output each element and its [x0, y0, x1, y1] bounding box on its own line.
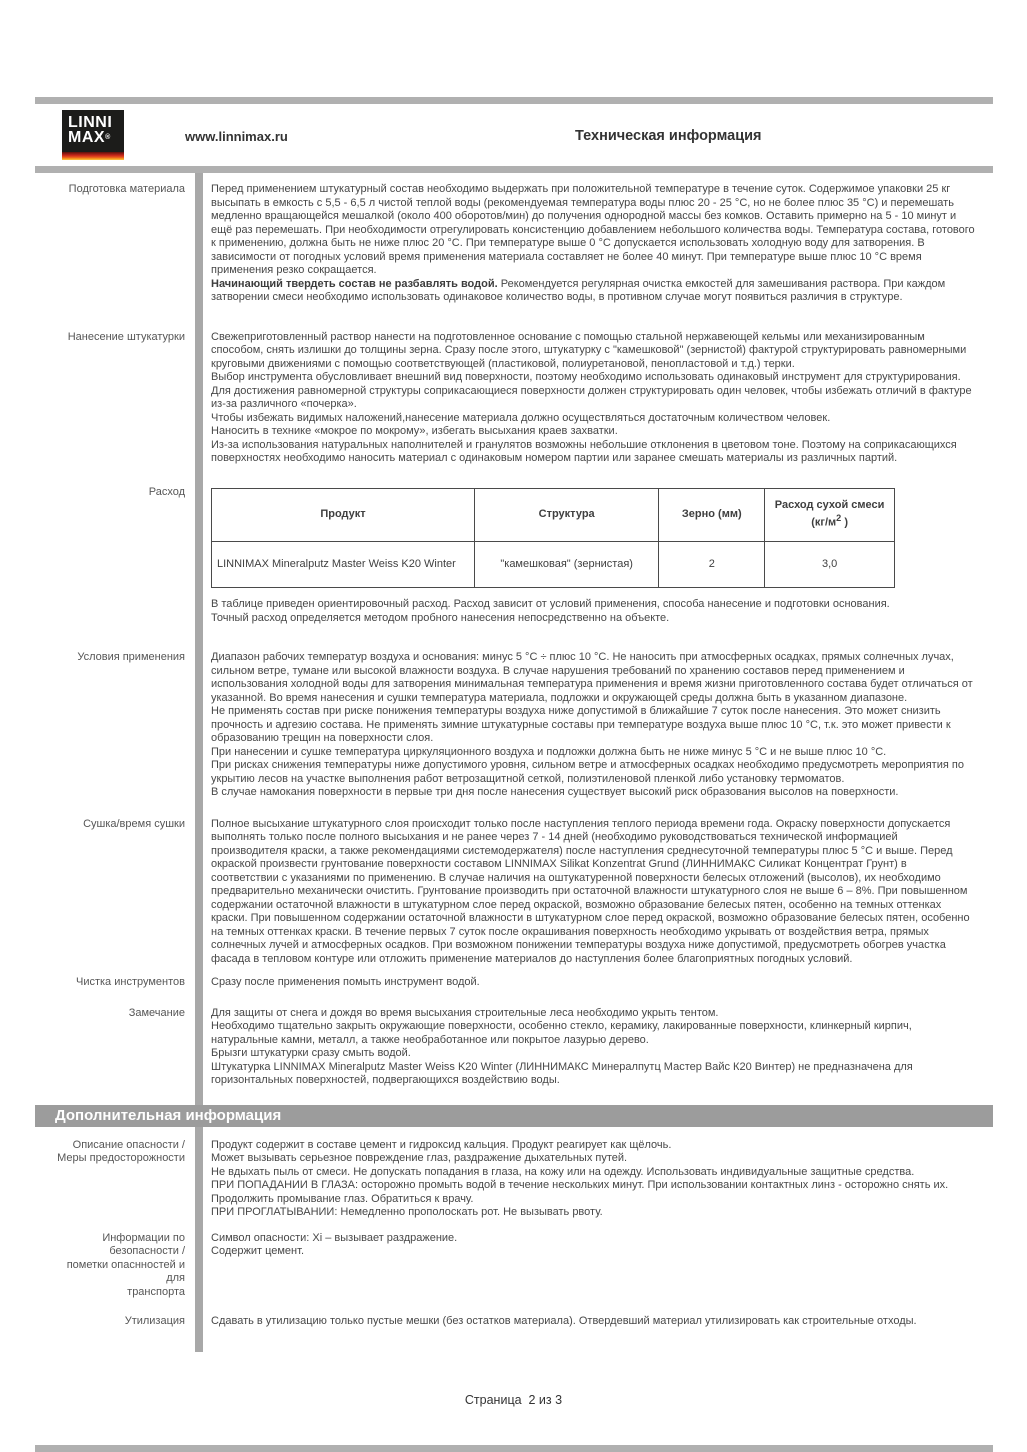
paragraph — [211, 278, 975, 305]
section-application — [35, 331, 993, 466]
text-run: Рекомендуется регулярная очистка емкостей для замешивания раствора. При каждом затворении смеси необходимо использовать одинаковое количество воды, в противном случае могут появиться различия в структуре. — [211, 277, 946, 303]
section-cleaning — [35, 976, 993, 990]
label-line: Меры предосторожности — [57, 1152, 185, 1164]
paragraph: Символ опасности: Xi – вызывает раздражение. — [211, 1231, 458, 1244]
rate-header-sup: 2 — [836, 513, 842, 524]
table-note — [211, 598, 975, 625]
section-remark — [35, 1007, 993, 1088]
paragraph: При нанесении и сушке температура циркуляционного воздуха и подложки должна быть не ниже минус 5 °С и не выше плюс 10 °С. — [211, 745, 887, 758]
section-label-drying: Сушка/время сушки — [83, 817, 185, 830]
rate-header-line1: Расход сухой смеси — [774, 498, 885, 511]
section-safety-info — [35, 1232, 993, 1300]
consumption-table — [211, 488, 895, 589]
section-disposal — [35, 1315, 993, 1329]
additional-info-banner: Дополнительная информация — [35, 1105, 993, 1127]
logo-line1: LINNI — [68, 114, 113, 131]
cell-grain: 2 — [659, 541, 765, 588]
label-line: безопасности / — [109, 1245, 185, 1257]
section-drying — [35, 818, 993, 967]
table-header — [212, 488, 895, 541]
section-label-application: Нанесение штукатурки — [67, 330, 185, 343]
paragraph: Необходимо тщательно закрыть окружающие поверхности, особенно стекло, керамику, лакированные поверхности, клинкерный кирпич, натуральные камни, металл, а также необработанное или покрытое лазурью дерево. — [211, 1020, 912, 1046]
paragraph: В таблице приведен ориентировочный расход. Расход зависит от условий применения, способа нанесение и подготовки основания. — [211, 598, 890, 610]
paragraph: Может вызывать серьезное повреждение глаз, раздражение дыхательных путей. — [211, 1152, 628, 1164]
section-body — [211, 1007, 993, 1088]
bottom-divider-bar — [35, 1445, 993, 1452]
website-url: www.linnimax.ru — [185, 129, 288, 144]
paragraph: Свежеприготовленный раствор нанести на подготовленное основание с помощью стальной нержавеющей кельмы или механизированным способом, снять излишки до толщины зерна. Сразу после этого, штукатурку с "камешковой" (зернистой) фактурой структурировать равномерными круговыми движениями с помощью соответствующей (пластиковой, полиуретановой, пенопластовой и т.д.) терки. — [211, 330, 967, 370]
logo-text — [62, 110, 124, 152]
col-header-product: Продукт — [212, 488, 475, 541]
page-number: Страница 2 из 3 — [464, 1393, 563, 1407]
section-hazard — [35, 1139, 993, 1220]
label-line: для — [166, 1272, 185, 1284]
label-line: Информации по — [102, 1231, 185, 1244]
cell-product: LINNIMAX Mineralputz Master Weiss K20 Winter — [212, 541, 475, 588]
paragraph: Из-за использования натуральных наполнителей и гранулятов возможны небольшие отклонения в цветовом тоне. Поэтому на соприкасающихся поверхностях необходимо наносить материал с одинаковым номером партии или заранее смешать материалы из различных партий. — [211, 438, 957, 464]
section-conditions — [35, 651, 993, 800]
paragraph: Содержит цемент. — [211, 1245, 304, 1257]
cell-structure: "камешковая" (зернистая) — [474, 541, 658, 588]
paragraph: Не применять состав при риске понижения температуры воздуха ниже допустимой в ближайшие 7 суток после нанесения. Это может снизить прочность и адгезию состава. Не применять зимние штукатурные составы при температуре воздуха выше плюс 10 °С, т.к. это может привести к образованию трещин на поверхности слоя. — [211, 705, 951, 744]
col-header-structure: Структура — [474, 488, 658, 541]
paragraph: Диапазон рабочих температур воздуха и основания: минус 5 °С ÷ плюс 10 °С. Не наносить при атмосферных осадках, прямых солнечных лучах, сильном ветре, тумане или высокой влажности воздуха. В случае нарушения требований по хранению составов перед применением и использования холодной воды для затворения минимальная температура применения и время жизни приготовленного состава будет отличаться от указанной. Во время нанесения и сушки температура материала, подложки и окружающей среды должна быть в указанном диапазоне. — [211, 651, 973, 704]
section-body — [211, 486, 993, 626]
section-label-conditions: Условия применения — [77, 651, 185, 663]
bold-warning: Начинающий твердеть состав не разбавлять водой. — [211, 277, 498, 290]
section-body — [211, 1315, 993, 1329]
paragraph: В случае намокания поверхности в первые три дня после нанесения существует высокий риск образования высолов на поверхности. — [211, 786, 899, 798]
paragraph: Перед применением штукатурный состав необходимо выдержать при положительной температуре в течение суток. Содержимое упаковки 25 кг высыпать в емкость с 5,5 - 6,5 л чистой теплой воды (рекомендуемая температура воды плюс 20 - 25 °С, но не более плюс 35 °С) и перемешать медленно вращающейся мешалкой (около 400 оборотов/мин) до получения однородной массы без комков. Оставить примерно на 5 - 10 минут и ещё раз перемешать. При необходимости отрегулировать консистенцию добавлением небольшого количества воды. Температура состава, готового к применению, должна быть не ниже плюс 20 °С. При температуре выше 0 °С допускается использовать холодную воду для затворения. В зависимости от погодных условий время применения материала составляет не более 40 минут. При температуре выше плюс 10 °С время применения резко сокращается. — [211, 183, 975, 276]
label-line: Описание опасности / — [72, 1138, 185, 1151]
german-flag-stripe — [62, 152, 124, 160]
col-header-rate — [765, 488, 895, 541]
document-content — [35, 183, 993, 1329]
paragraph: Не вдыхать пыль от смеси. Не допускать попадания в глаза, на кожу или на одежду. Использовать индивидуальные защитные средства. — [211, 1165, 915, 1178]
header-divider-bar — [35, 166, 993, 173]
label-line: транспорта — [127, 1285, 185, 1298]
cell-rate: 3,0 — [765, 541, 895, 588]
section-consumption — [35, 486, 993, 626]
document-title: Техническая информация — [575, 128, 762, 144]
rate-header-close: ) — [841, 516, 848, 529]
section-label-disposal: Утилизация — [124, 1315, 185, 1327]
section-body — [211, 183, 993, 305]
section-body — [211, 651, 993, 800]
paragraph: Для достижения равномерной структуры соприкасающиеся поверхности должен структурировать один человек, чтобы избежать отличий в фактуре из-за различного «почерка». — [211, 384, 972, 410]
section-label-safety-info — [35, 1232, 185, 1300]
section-label-consumption: Расход — [148, 485, 185, 498]
section-body — [211, 1232, 993, 1300]
linnimax-logo — [62, 110, 124, 160]
table-body — [212, 541, 895, 588]
section-preparation — [35, 183, 993, 305]
section-label-hazard — [35, 1139, 185, 1220]
label-line: пометки опаснностей и — [66, 1258, 185, 1271]
paragraph: Для защиты от снега и дождя во время высыхания строительные леса необходимо укрыть тентом. — [211, 1006, 719, 1019]
paragraph: При рисках снижения температуры ниже допустимого уровня, сильном ветре и атмосферных осадках необходимо предусмотреть мероприятия по укрытию лесов на участке выполнения работ ветрозащитной сеткой, полиэтиленовой пленкой либо установку термоматов. — [211, 759, 964, 785]
section-body — [211, 1139, 993, 1220]
paragraph: Брызги штукатурки сразу смыть водой. — [211, 1047, 411, 1059]
page-header — [35, 107, 993, 167]
paragraph: Чтобы избежать видимых наложений,нанесение материала должно осуществляться достаточным количеством человек. — [211, 411, 831, 424]
paragraph: Штукатурка LINNIMAX Mineralputz Master Weiss K20 Winter (ЛИННИМАКС Минералпутц Мастер Вайс К20 Винтер) не предназначена для горизонтальных поверхностей, подвергающихся воздействию воды. — [211, 1060, 913, 1086]
paragraph: Наносить в технике «мокрое по мокрому», избегать высыхания краев захватки. — [211, 425, 618, 437]
paragraph: Сразу после применения помыть инструмент водой. — [211, 976, 480, 988]
section-body — [211, 818, 993, 967]
paragraph: Выбор инструмента обусловливает внешний вид поверхности, поэтому необходимо использовать одинаковый инструмент для структурирования. — [211, 371, 961, 383]
section-label-remark: Замечание — [128, 1006, 185, 1019]
section-body — [211, 976, 993, 990]
section-label-cleaning: Чистка инструментов — [75, 976, 185, 988]
registered-mark: ® — [105, 134, 111, 141]
col-header-grain: Зерно (мм) — [659, 488, 765, 541]
paragraph: Полное высыхание штукатурного слоя происходит только после наступления теплого периода времени года. Окраску поверхности допускается выполнять только после полного высыхания и не ранее через 7 - 14 дней (необходимо руководствоваться технической информацией производителя краски, а также рекомендациями системодержателя) после наступления среднесуточной температуры плюс 5 °С и выше. Перед окраской произвести грунтование поверхности составом LINNIMAX Silikat Konzentrat Grund (ЛИННИМАКС Силикат Концентрат Грунт) в соответствии с указаниями по применению. В случае наличия на оштукатуренной поверхности белесых отложений (высолов), их необходимо предварительно механически очистить. Грунтование производить при остаточной влажности штукатурного слоя не выше 6 – 8%. При повышенном содержании остаточной влажности в штукатурном слое перед окраской, возможно образование белесых пятен, особенно на темных оттенках краски. При повышенном содержании остаточной влажности в штукатурном слое перед окраской, возможно образование белесых пятен, особенно на темных оттенках краски. В течение первых 7 суток после окрашивания поверхность необходимо укрывать от воздействия ветра, прямых солнечных лучей и атмосферных осадков. При возможном понижении температуры воздуха ниже допустимой, предусмотреть обогрев участка фасада в тепловом контуре или отложить применение материалов до наступления более благоприятных погодных условий. — [211, 817, 970, 965]
logo-line2: MAX — [68, 129, 106, 146]
paragraph: ПРИ ПРОГЛАТЫВАНИИ: Немедленно прополоскать рот. Не вызывать рвоту. — [211, 1206, 603, 1218]
table-header-row — [212, 488, 895, 541]
paragraph: Продукт содержит в составе цемент и гидроксид кальция. Продукт реагирует как щёлочь. — [211, 1138, 672, 1151]
paragraph: Точный расход определяется методом пробного нанесения непосредственно на объекте. — [211, 611, 670, 624]
rate-header-unit: (кг/м — [811, 516, 837, 529]
paragraph: Продолжить промывание глаз. Обратиться к врачу. — [211, 1192, 474, 1205]
section-label-preparation: Подготовка материала — [68, 183, 185, 195]
top-divider-bar — [35, 97, 993, 104]
table-row — [212, 541, 895, 588]
section-body — [211, 331, 993, 466]
paragraph: Сдавать в утилизацию только пустые мешки (без остатков материала). Отвердевший материал утилизировать как строительные отходы. — [211, 1315, 917, 1327]
paragraph: ПРИ ПОПАДАНИИ В ГЛАЗА: осторожно промыть водой в течение нескольких минут. При использовании контактных линз - осторожно снять их. — [211, 1179, 949, 1191]
